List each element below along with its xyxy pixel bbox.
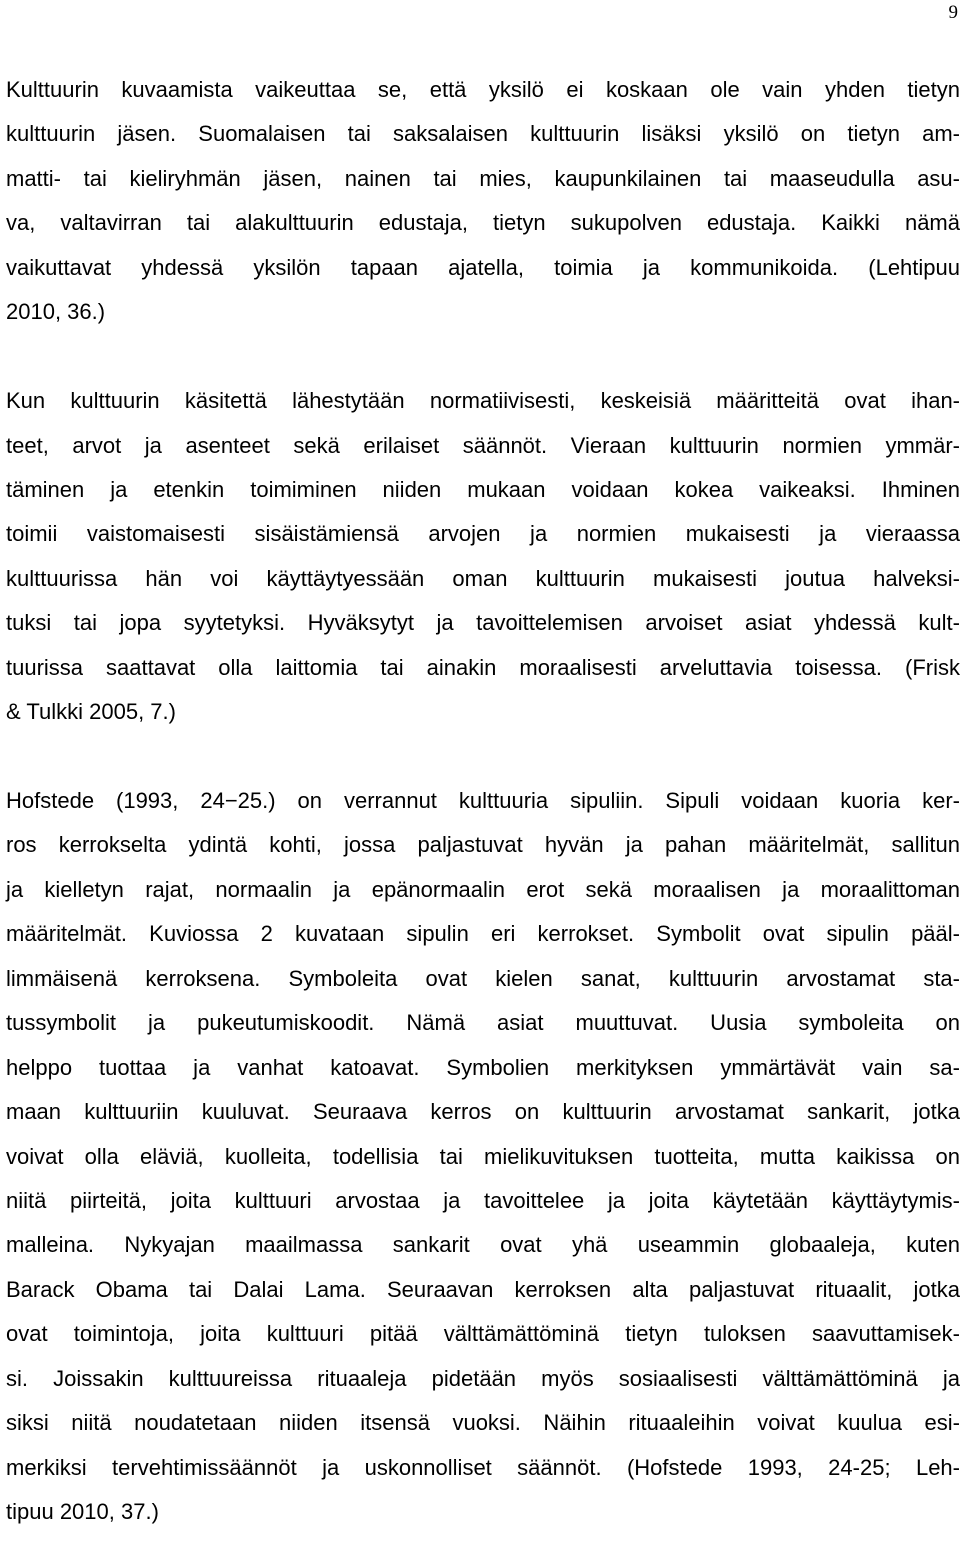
text-line: si. Joissakin kulttuureissa rituaaleja pidetään myös sosiaalisesti välttämättöminä ja: [6, 1365, 960, 1391]
text-line: kulttuurissa hän voi käyttäytyessään oman kulttuurin mukaisesti joutua halveksi-: [6, 565, 960, 591]
text-line: Barack Obama tai Dalai Lama. Seuraavan kerroksen alta paljastuvat rituaalit, jotka: [6, 1276, 960, 1302]
text-line: tuksi tai jopa syytetyksi. Hyväksytyt ja tavoittelemisen arvoiset asiat yhdessä kult-: [6, 610, 960, 636]
text-line: Kulttuurin kuvaamista vaikeuttaa se, että yksilö ei koskaan ole vain yhden tietyn: [6, 77, 960, 102]
text-line: merkiksi tervehtimissäännöt ja uskonnolliset säännöt. (Hofstede 1993, 24-25; Leh-: [6, 1454, 960, 1480]
text-line: voivat olla eläviä, kuolleita, todellisia tai mielikuvituksen tuotteita, mutta kaikissa on: [6, 1143, 960, 1169]
text-line: tuurissa saattavat olla laittomia tai ainakin moraalisesti arveluttavia toisessa. (Frisk: [6, 654, 960, 680]
paragraph: [6, 379, 960, 735]
text-line: määritelmät. Kuviossa 2 kuvataan sipulin eri kerrokset. Symbolit ovat sipulin pääl-: [6, 921, 960, 947]
text-line: Hofstede (1993, 24−25.) on verrannut kulttuuria sipuliin. Sipuli voidaan kuoria ker-: [6, 788, 960, 813]
paragraph-spacer: [6, 735, 960, 779]
text-line: Kun kulttuurin käsitettä lähestytään normatiivisesti, keskeisiä määritteitä ovat ihan-: [6, 388, 960, 414]
text-line: niitä piirteitä, joita kulttuuri arvostaa ja tavoittelee ja joita käytetään käyttäytymis-: [6, 1187, 960, 1213]
text-line: 2010, 36.): [6, 299, 106, 325]
text-line: siksi niitä noudatetaan niiden itsensä vuoksi. Näihin rituaaleihin voivat kuulua esi-: [6, 1410, 960, 1436]
body-text: [6, 68, 960, 1534]
text-line: ja kielletyn rajat, normaalin ja epänormaalin erot sekä moraalisen ja moraalittoman: [6, 876, 960, 902]
paragraph-spacer: [6, 335, 960, 379]
text-line: kulttuurin jäsen. Suomalaisen tai saksalaisen kulttuurin lisäksi yksilö on tietyn am-: [6, 121, 960, 147]
text-line: maan kulttuuriin kuuluvat. Seuraava kerros on kulttuurin arvostamat sankarit, jotka: [6, 1099, 960, 1125]
text-line: va, valtavirran tai alakulttuurin edustaja, tietyn sukupolven edustaja. Kaikki nämä: [6, 210, 960, 236]
text-line: matti- tai kieliryhmän jäsen, nainen tai mies, kaupunkilainen tai maaseudulla asu-: [6, 165, 960, 191]
page-number: 9: [948, 2, 958, 23]
text-line: tussymbolit ja pukeutumiskoodit. Nämä asiat muuttuvat. Uusia symboleita on: [6, 1010, 960, 1036]
text-line: toimii vaistomaisesti sisäistämiensä arvojen ja normien mukaisesti ja vieraassa: [6, 521, 960, 547]
paragraph: [6, 68, 960, 335]
text-line: teet, arvot ja asenteet sekä erilaiset säännöt. Vieraan kulttuurin normien ymmär-: [6, 432, 960, 458]
text-line: limmäisenä kerroksena. Symboleita ovat kielen sanat, kulttuurin arvostamat sta-: [6, 965, 960, 991]
text-line: helppo tuottaa ja vanhat katoavat. Symbolien merkityksen ymmärtävät vain sa-: [6, 1054, 960, 1080]
text-line: ros kerrokselta ydintä kohti, jossa paljastuvat hyvän ja pahan määritelmät, sallitun: [6, 832, 960, 858]
text-line: ovat toimintoja, joita kulttuuri pitää välttämättöminä tietyn tuloksen saavuttamisek-: [6, 1321, 960, 1347]
text-line: vaikuttavat yhdessä yksilön tapaan ajatella, toimia ja kommunikoida. (Lehtipuu: [6, 254, 960, 280]
text-line: & Tulkki 2005, 7.): [6, 699, 176, 725]
paragraph: [6, 779, 960, 1534]
text-line: malleina. Nykyajan maailmassa sankarit ovat yhä useammin globaaleja, kuten: [6, 1232, 960, 1258]
text-line: tipuu 2010, 37.): [6, 1499, 159, 1524]
text-line: täminen ja etenkin toimiminen niiden mukaan voidaan kokea vaikeaksi. Ihminen: [6, 476, 960, 502]
